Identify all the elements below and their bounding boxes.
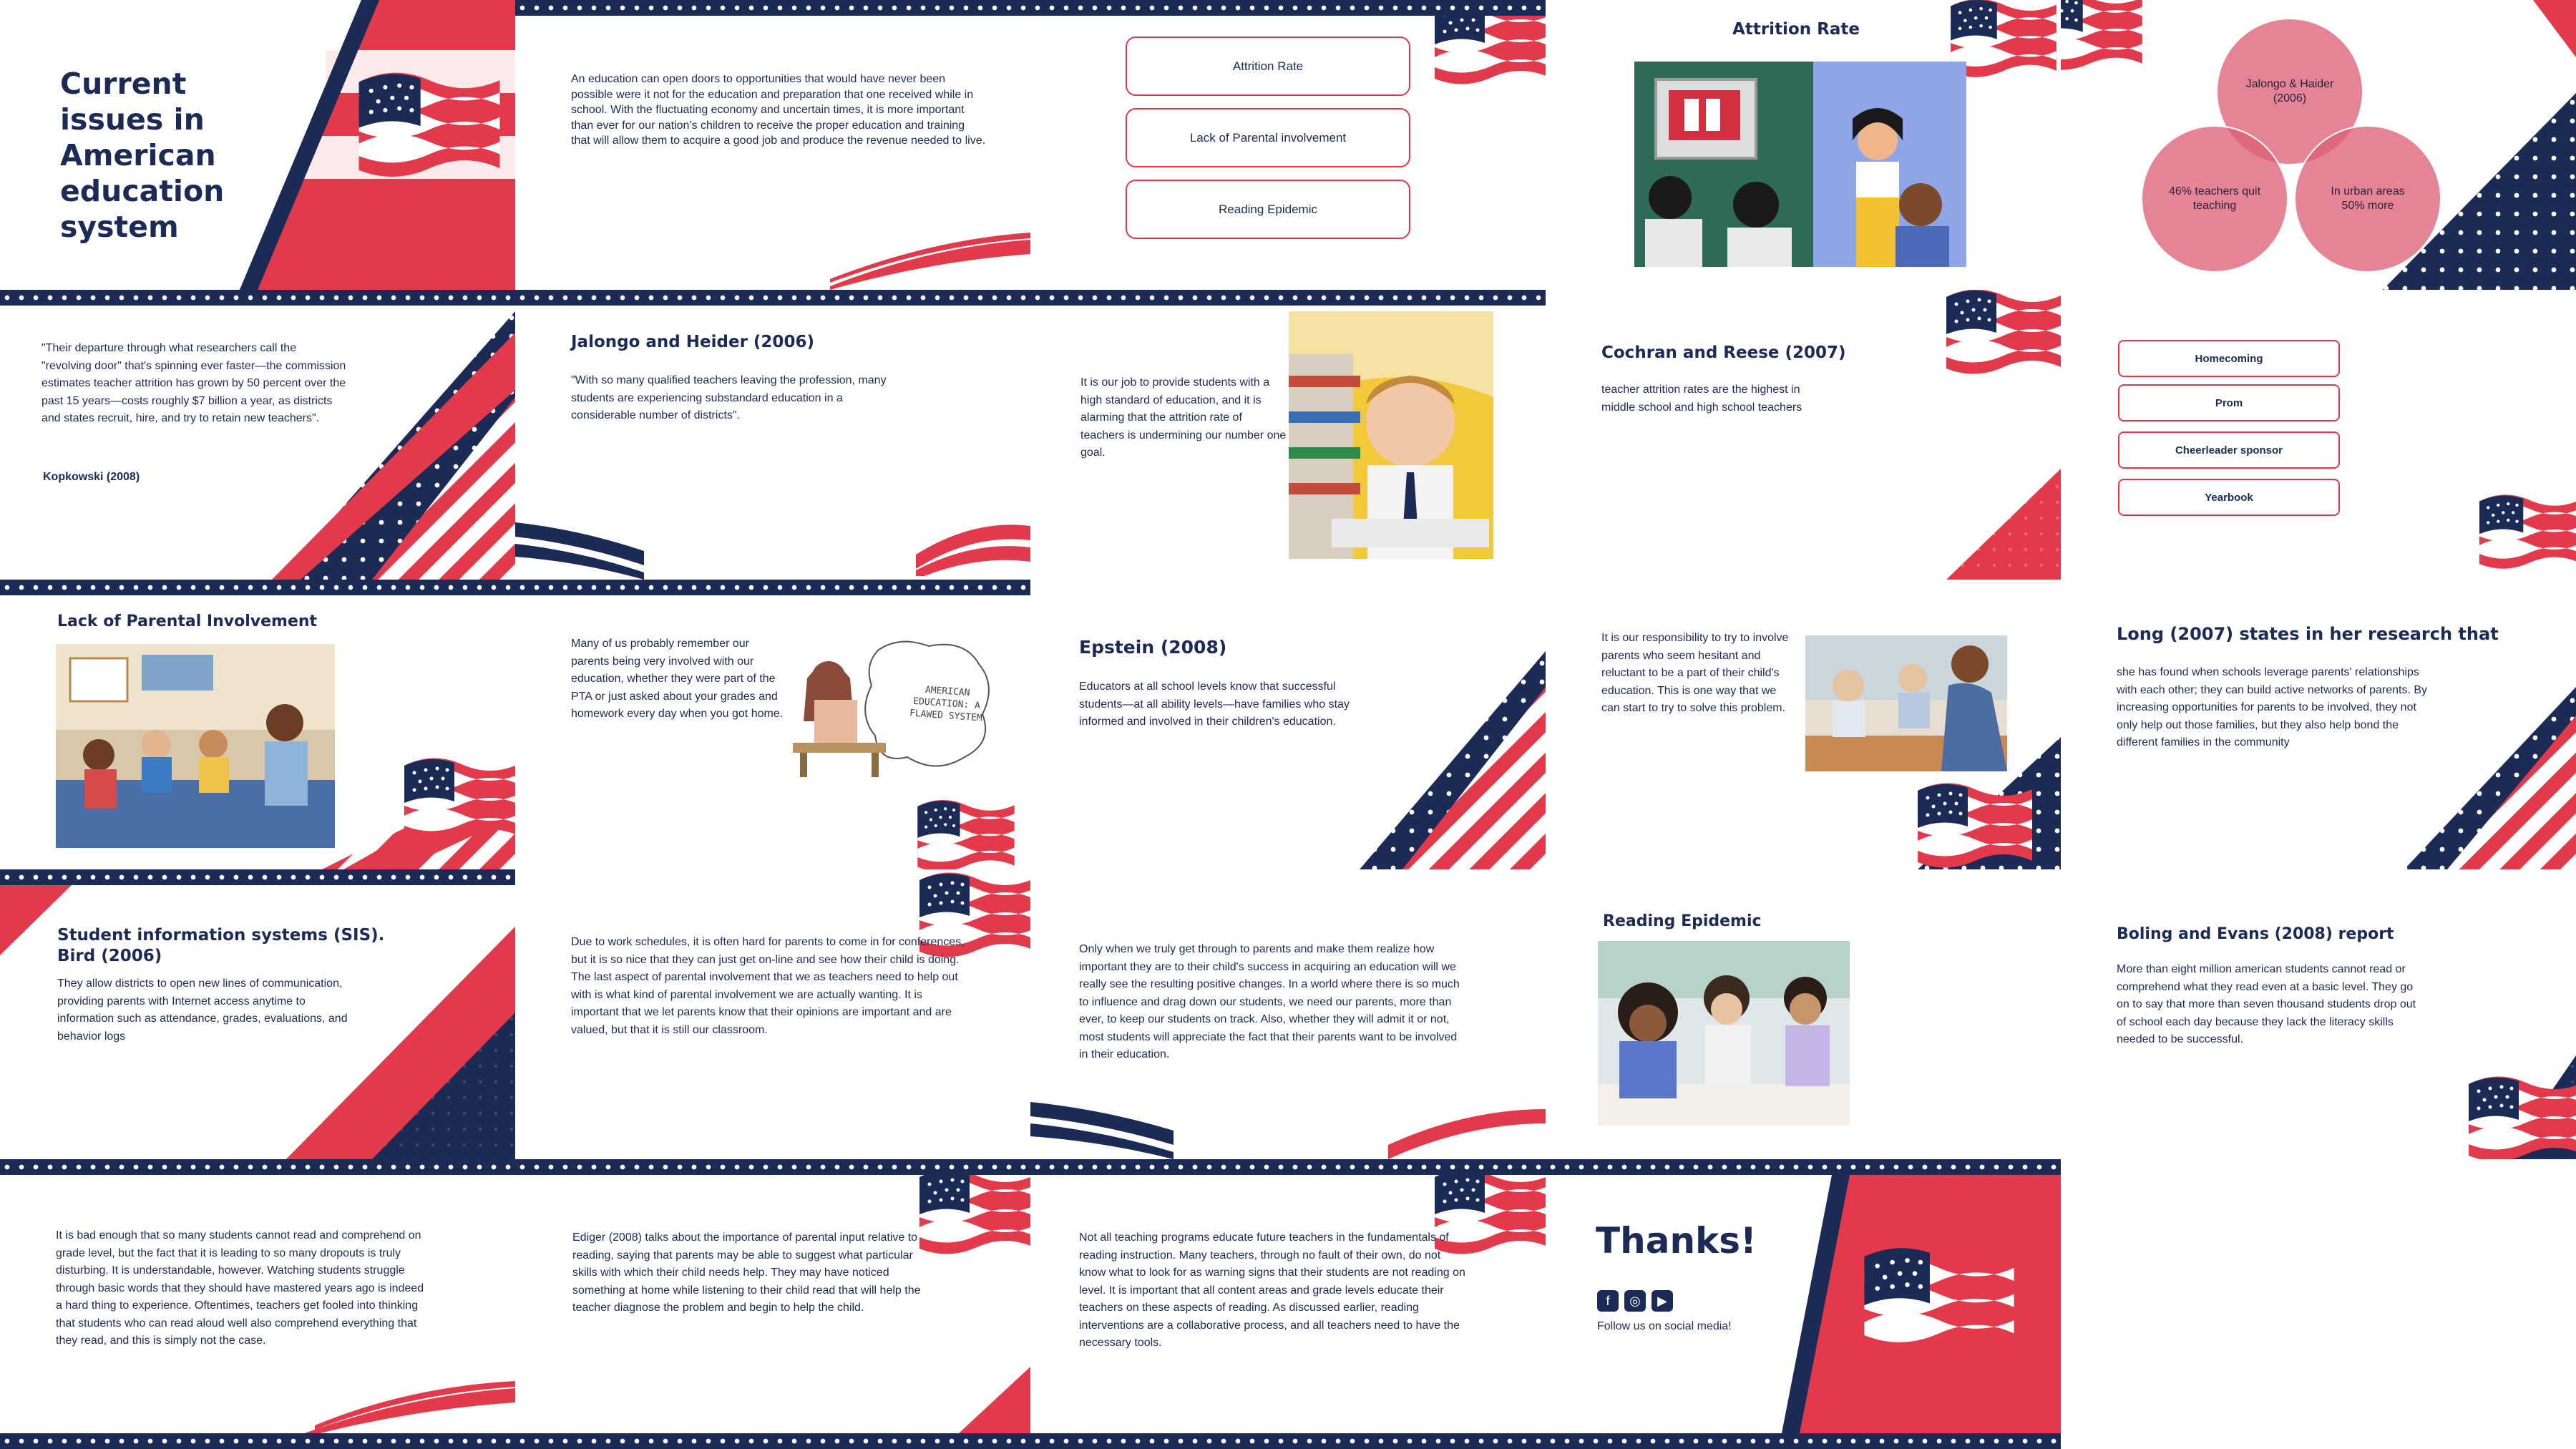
slide-13[interactable] <box>1030 580 1546 869</box>
empty-cell <box>2061 1159 2576 1449</box>
flag-icon <box>916 519 1030 576</box>
venn-circle-right: In urban areas 50% more <box>2294 125 2441 273</box>
slide-title: Thanks! <box>1596 1220 1757 1262</box>
flag-icon <box>1388 1102 1546 1159</box>
attrition-rate-button[interactable]: Attrition Rate <box>1126 36 1410 96</box>
flag-icon <box>2462 1070 2576 1159</box>
follow-text: Follow us on social media! <box>1597 1320 1732 1332</box>
slide-body: Due to work schedules, it is often hard for parents to come in for conferences, but it is so nice that they can just get on-line and see how their child is doing. The last aspect of parental involvement that we as teachers need to help out with is what kind of parental involvement we are actually wanting. It is important that we let parents know that their opinions are important and are valued, but that it is still our classroom. <box>571 936 965 1036</box>
slide-title: Reading Epidemic <box>1603 912 1762 930</box>
star-strip <box>0 290 515 306</box>
slide-title: Current issues in American education system <box>60 67 225 244</box>
slide-body: "With so many qualified teachers leaving the profession, many students are experiencing substandard education in a considerable number of districts". <box>571 374 887 421</box>
classroom-circle-photo <box>56 644 335 848</box>
prom-button[interactable]: Prom <box>2118 384 2340 421</box>
star-strip <box>515 0 1030 16</box>
star-strip <box>1030 290 1546 306</box>
slide-body: Many of us probably remember our parents being very involved with our education, whether they were part of the PTA or just asked about your grades and homework every day when you got home. <box>571 638 784 720</box>
slide-20[interactable] <box>2061 869 2576 1159</box>
slide-title: Epstein (2008) <box>1079 637 1227 658</box>
teacher-sketch-illustration <box>793 635 993 777</box>
slide-7[interactable] <box>515 290 1030 580</box>
slide-8[interactable] <box>1030 290 1546 580</box>
yearbook-button[interactable]: Yearbook <box>2118 479 2340 516</box>
star-strip <box>1030 1159 1546 1175</box>
venn-circle-top: Jalongo & Haider (2006) <box>2216 18 2363 165</box>
flag-icon <box>515 515 644 580</box>
flag-icon <box>1911 776 2039 869</box>
children-reading-photo <box>1598 941 1850 1126</box>
slide-2[interactable] <box>515 0 1030 290</box>
slide-title: Attrition Rate <box>1732 20 1860 39</box>
slide-9-background <box>1546 290 2061 580</box>
star-strip <box>1546 1159 2061 1175</box>
slide-24[interactable] <box>1546 1159 2061 1449</box>
slide-17[interactable] <box>515 869 1030 1159</box>
slide-12[interactable] <box>515 580 1030 869</box>
star-strip <box>515 1159 1030 1175</box>
slide-body: Ediger (2008) talks about the importance of parental input relative to reading, saying that parents may be able to suggest what particular skills with which their child needs help. They may have noticed something at home while listening to their child read that will help the teacher diagnose the problem and begin to help the child. <box>572 1231 921 1314</box>
flag-icon <box>2061 0 2147 72</box>
flag-icon <box>2479 487 2576 572</box>
homecoming-button[interactable]: Homecoming <box>2118 340 2340 377</box>
instagram-icon[interactable]: ◎ <box>1624 1290 1646 1312</box>
parental-involvement-button[interactable]: Lack of Parental involvement <box>1126 108 1410 167</box>
slide-9[interactable] <box>1546 290 2061 580</box>
star-strip <box>0 1433 515 1449</box>
slide-title: Long (2007) states in her research that <box>2117 624 2499 644</box>
slide-body: More than eight million american students cannot read or comprehend what they read even at a basic level. They go on to say that more than seven thousand students drop out of school each day because they lack the literacy skills needed to be successful. <box>2117 963 2416 1045</box>
star-strip <box>0 869 515 885</box>
slide-3[interactable] <box>1030 0 1546 290</box>
star-strip <box>1030 1433 1546 1449</box>
star-strip <box>1546 1433 2061 1449</box>
student-with-books-photo <box>1289 311 1493 559</box>
slide-10[interactable] <box>2061 290 2576 580</box>
flag-icon <box>902 794 1030 869</box>
slide-15[interactable] <box>2061 580 2576 869</box>
flag-icon <box>401 751 515 844</box>
star-strip <box>0 1159 515 1175</box>
star-strip <box>515 1433 1030 1449</box>
star-strip <box>0 580 515 595</box>
slide-citation: Kopkowski (2008) <box>43 471 140 483</box>
slide-14[interactable] <box>1546 580 2061 869</box>
star-strip <box>515 580 1030 595</box>
slide-6[interactable] <box>0 290 515 580</box>
flag-icon <box>301 1381 515 1438</box>
slide-18[interactable] <box>1030 869 1546 1159</box>
venn-circle-left: 46% teachers quit teaching <box>2141 125 2288 273</box>
slide-23[interactable] <box>1030 1159 1546 1449</box>
slide-quote: "Their departure through what researchers call the "revolving door" that's spinning ever faster—the commission estimates teacher attrition has grown by 50 percent over the past 15 years—costs roughly $7 billion a year, as districts and states recruit, hire, and try to retain new teachers". <box>42 342 346 424</box>
classroom-illustration <box>1634 62 1966 267</box>
star-strip <box>1030 0 1546 16</box>
flag-icon <box>830 233 1030 290</box>
slide-6-background <box>0 290 515 580</box>
slide-title: Jalongo and Heider (2006) <box>571 333 814 351</box>
cheerleader-sponsor-button[interactable]: Cheerleader sponsor <box>2118 431 2340 469</box>
slide-body: It is our job to provide students with a high standard of education, and it is alarming that the attrition rate of teachers is undermining our number one goal. <box>1080 376 1287 459</box>
slide-body: An education can open doors to opportunities that would have never been possible were it not for the education and preparation that one received while in school. With the fluctuating economy and uncertain times, it is more important than ever for our nation's children to receive the proper education and training that will allow them to acquire a good job and produce the revenue needed to live. <box>571 73 986 147</box>
flag-icon <box>1030 1095 1174 1159</box>
slide-body: she has found when schools leverage parents' relationships with each other; they can build active networks of parents. By increasing opportunities for parents to be involved, they not only help out those families, but they also help bond the different families in the community <box>2117 666 2428 748</box>
slide-22[interactable] <box>515 1159 1030 1449</box>
slide-5[interactable] <box>2061 0 2576 290</box>
slide-title: Lack of Parental Involvement <box>57 613 318 630</box>
slide-body: They allow districts to open new lines of communication, providing parents with Internet access anytime to information such as attendance, grades, evaluations, and behavior logs <box>57 977 348 1043</box>
star-strip <box>515 290 1030 306</box>
slide-11[interactable] <box>0 580 515 869</box>
flag-icon <box>358 64 501 179</box>
reading-epidemic-button[interactable]: Reading Epidemic <box>1126 180 1410 239</box>
slide-body: Only when we truly get through to parents and make them realize how important they are to their child's success in acquiring an education will we really see the resulting positive changes. In a world where there is so much to influence and drag down our students, we need our parents, more than ever, to keep our students on track. Also, whether they will admit it or not, most students will appreciate the fact that their parents want to be involved in their education. <box>1079 943 1460 1060</box>
slide-body: It is bad enough that so many students cannot read and comprehend on grade level, but the fact that it is leading to so many dropouts is truly disturbing. It is understandable, however. Watching students struggle through basic words that they should have mastered years ago is indeed a hard thing to experience. Oftentimes, teachers get fooled into thinking that students who can read aloud well also comprehend everything that they read, and this is simply not the case. <box>56 1229 424 1347</box>
slide-title: Student information systems (SIS). Bird (2006) <box>57 926 385 965</box>
slide-16[interactable] <box>0 869 515 1159</box>
slide-1[interactable] <box>0 0 515 290</box>
flag-icon <box>1860 1238 2018 1360</box>
slide-body: It is our responsibility to try to involve parents who seem hesitant and reluctant to be a part of their child's education. This is one way that we can start to try to solve this problem. <box>1601 632 1789 714</box>
parent-helping-children-photo <box>1805 635 2007 771</box>
slide-title: Boling and Evans (2008) report <box>2117 925 2394 943</box>
slide-21[interactable] <box>0 1159 515 1449</box>
slide-body: Educators at all school levels know that successful students—at all ability levels—have families who stay informed and involved in their children's education. <box>1079 680 1350 728</box>
slide-4[interactable] <box>1546 0 2061 290</box>
facebook-icon[interactable]: f <box>1597 1290 1619 1312</box>
slide-body: teacher attrition rates are the highest in middle school and high school teachers <box>1601 384 1802 414</box>
youtube-icon[interactable]: ▶ <box>1652 1290 1673 1312</box>
slide-title: Cochran and Reese (2007) <box>1601 343 1846 362</box>
slide-body: Not all teaching programs educate future teachers in the fundamentals of reading instruction. Many teachers, through no fault of their own, do not know what to look for as warning signs that their students are not reading on level. It is important that all content areas and grade levels educate their teachers on these aspects of reading. As discussed earlier, reading interventions are a collaborative process, and all teachers need to have the necessary tools. <box>1079 1231 1465 1349</box>
sketch-caption: AMERICAN EDUCATION: A FLAWED SYSTEM <box>909 684 983 724</box>
slide-19[interactable] <box>1546 869 2061 1159</box>
